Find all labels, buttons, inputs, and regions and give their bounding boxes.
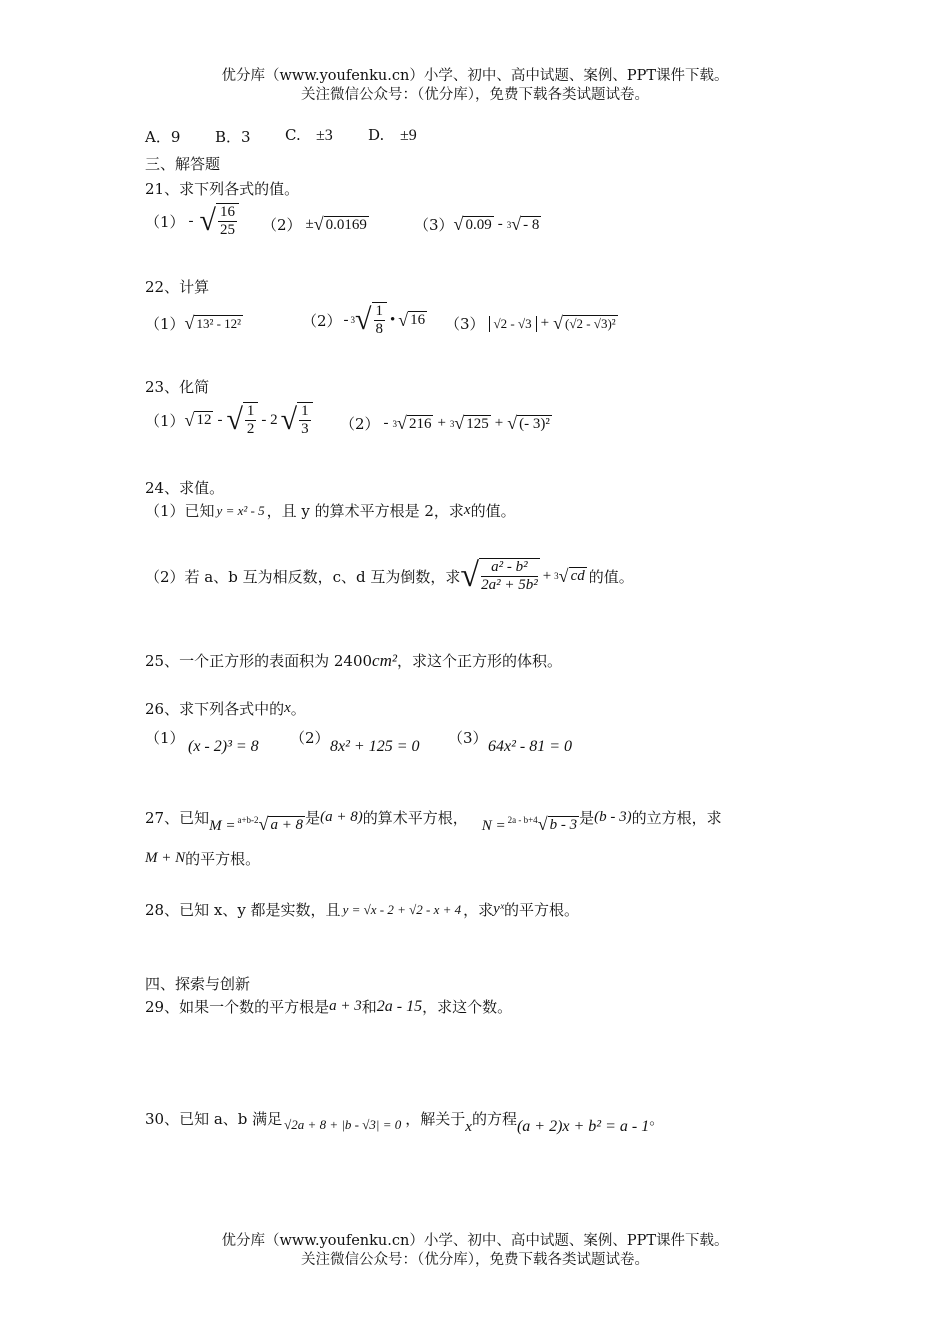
q22-p1-radicand: 13² - 12² xyxy=(196,316,242,331)
sqrt-icon: √ xyxy=(460,557,480,594)
q21-part3 xyxy=(414,214,541,235)
q23-p1-num2: 1 xyxy=(301,403,309,419)
q30 xyxy=(145,1100,664,1136)
cbrt-icon: √ xyxy=(511,214,522,234)
q24-p2-num: a² - b² xyxy=(481,559,538,577)
q21-p2-sign: ± xyxy=(305,216,314,232)
root-icon: √ xyxy=(258,814,269,834)
q21-part2 xyxy=(262,214,369,235)
q29-expr1: a + 3 xyxy=(329,998,362,1014)
q26-p3-equation: 64x² - 81 = 0 xyxy=(488,738,573,755)
q23-part1 xyxy=(145,402,313,438)
q27-m-radicand: a + 8 xyxy=(270,816,304,833)
q23-p2-plus: + xyxy=(437,415,446,431)
header-line-1: 优分库（www.youfenku.cn）小学、初中、高中试题、案例、PPT课件下载。 xyxy=(221,68,729,84)
q23-p2-index2: 3 xyxy=(449,418,455,429)
footer-line-2: 关注微信公众号：（优分库），免费下载各类试题试卷。 xyxy=(301,1252,649,1268)
q22-p2-label: （2） xyxy=(302,311,342,330)
q26-p2-label: （2） xyxy=(290,729,330,747)
q21-p1-fraction xyxy=(216,203,239,239)
q27-text-f: 的平方根。 xyxy=(185,850,261,868)
section-3-title: 三、解答题 xyxy=(145,155,221,173)
q28-equation: y = √x - 2 + √2 - x + 4 xyxy=(342,901,462,917)
q29-text-b: 和 xyxy=(361,998,377,1016)
q23-p2-rad1: 216 xyxy=(408,415,432,432)
q23-part2 xyxy=(340,413,552,434)
q26-p3-label: （3） xyxy=(448,729,488,747)
q23-title: 23、化简 xyxy=(145,378,210,396)
q30-x: x xyxy=(465,1118,472,1135)
q27-text-b: 是 xyxy=(305,809,321,827)
q25-text-b: ，求这个正方形的体积。 xyxy=(396,652,562,670)
q24-p2-index: 3 xyxy=(554,571,559,581)
q26-title xyxy=(145,698,306,719)
q30-equation: (a + 2)x + b² = a - 1 xyxy=(516,1118,650,1135)
q23-p2-index1: 3 xyxy=(392,418,398,429)
q27-m-index: a+b-2 xyxy=(237,814,259,825)
q23-p2-rad3: (- 3)² xyxy=(519,415,550,432)
q23-p2-rad2: 125 xyxy=(466,415,489,432)
q21-title: 21、求下列各式的值。 xyxy=(145,180,300,198)
q22-p2-index: 3 xyxy=(350,315,356,325)
q24-p2-text-b: 的值。 xyxy=(588,567,634,586)
q23-p1-den2: 3 xyxy=(301,421,309,437)
sqrt-icon: √ xyxy=(280,403,298,436)
q23-p1-rad: 12 xyxy=(196,412,212,428)
q27-n-index: 2a - b+4 xyxy=(507,814,538,825)
q26-title-b: 。 xyxy=(290,700,306,718)
q21-p2-label: （2） xyxy=(262,216,302,234)
q23-p1-den: 2 xyxy=(246,421,255,437)
q30-text-c: 的方程 xyxy=(471,1109,517,1128)
q27-m-base: (a + 8) xyxy=(320,809,363,825)
q22-part3 xyxy=(445,313,618,334)
q22-part2 xyxy=(302,302,427,338)
q22-p3-plus: + xyxy=(540,315,550,331)
q25-unit: cm² xyxy=(372,650,397,670)
q29-text-c: ，求这个数。 xyxy=(422,998,513,1016)
q24-part2 xyxy=(145,557,634,595)
sqrt-icon: √ xyxy=(453,214,464,234)
cbrt-icon: √ xyxy=(558,565,569,586)
q26-p2-equation: 8x² + 125 = 0 xyxy=(330,738,420,755)
q24-part1 xyxy=(145,500,516,521)
choice-b: B．3 xyxy=(215,128,251,146)
q27-m-eq: M = xyxy=(209,818,236,834)
sqrt-icon: √ xyxy=(199,204,217,237)
q21-p1-num: 16 xyxy=(220,204,236,220)
q24-p1-equation: y = x² - 5 xyxy=(216,502,265,518)
q21-p3-rad1: 0.09 xyxy=(465,216,492,233)
q24-p2-den: 2a² + 5b² xyxy=(481,577,538,593)
root-icon: √ xyxy=(537,814,548,834)
q21-part1 xyxy=(145,203,239,239)
sqrt-icon: √ xyxy=(553,313,564,333)
q24-p1-text-b: ，且 y 的算术平方根是 2，求 xyxy=(266,502,464,520)
sqrt-icon: √ xyxy=(507,413,518,433)
q27-line2 xyxy=(145,848,260,869)
q22-p2-sign: - xyxy=(343,311,349,328)
q21-p3-index: 3 xyxy=(506,219,512,230)
cbrt-icon: √ xyxy=(397,413,407,433)
q22-p3-radicand: (√2 - √3)² xyxy=(565,316,616,331)
q23-p2-sign: - xyxy=(383,415,389,431)
q24-p1-text-c: 的值。 xyxy=(470,502,516,520)
q23-p1-num: 1 xyxy=(246,403,255,419)
q23-p1-minus2: - 2 xyxy=(261,411,278,428)
q24-p2-radicand: cd xyxy=(570,568,585,584)
sqrt-icon: √ xyxy=(184,313,195,333)
q30-condition: √2a + 8 + |b - √3| = 0 xyxy=(284,1117,402,1132)
header-line-2: 关注微信公众号：（优分库），免费下载各类试题试卷。 xyxy=(301,87,649,103)
q22-title: 22、计算 xyxy=(145,278,210,296)
q22-p2-rad2: 16 xyxy=(410,312,426,328)
q27-text-a: 27、已知 xyxy=(145,809,210,827)
footer-line-1: 优分库（www.youfenku.cn）小学、初中、高中试题、案例、PPT课件下载。 xyxy=(221,1233,729,1249)
q22-p2-num: 1 xyxy=(375,303,384,319)
q21-p2-radicand: 0.0169 xyxy=(325,216,367,233)
q21-p1-label: （1） xyxy=(145,212,185,231)
section-4-title: 四、探索与创新 xyxy=(145,975,251,993)
q24-p1-x: x xyxy=(463,502,471,518)
q22-p3-label: （3） xyxy=(445,315,485,333)
q30-end: 。 xyxy=(649,1109,665,1128)
q25-text-a: 25、一个正方形的表面积为 2400 xyxy=(145,652,373,670)
q29 xyxy=(145,996,512,1017)
q22-p2-dot: • xyxy=(390,311,396,328)
q27-mn: M + N xyxy=(145,850,186,866)
q23-p1-fraction1 xyxy=(243,402,259,438)
q30-text-a: 30、已知 a、b 满足 xyxy=(145,1109,283,1128)
cbrt-icon: √ xyxy=(355,303,372,336)
q23-p1-minus: - xyxy=(217,411,223,428)
q23-p2-plus2: + xyxy=(494,415,504,431)
q28-text-c: 的平方根。 xyxy=(504,901,580,919)
choice-a: A．9 xyxy=(145,128,181,146)
q27-n-base: (b - 3) xyxy=(594,809,632,825)
choice-c-value: ±3 xyxy=(316,127,333,144)
q21-p1-sign: - xyxy=(188,212,194,229)
q21-p1-den: 25 xyxy=(220,222,236,238)
sqrt-icon: √ xyxy=(313,214,324,234)
q23-p1-label: （1） xyxy=(145,411,185,430)
q22-p2-den: 8 xyxy=(375,321,384,337)
choice-d-label: D. xyxy=(368,126,385,144)
q24-p2-plus: + xyxy=(542,567,552,584)
choice-d-value: ±9 xyxy=(400,127,417,144)
q26-p1-label: （1） xyxy=(145,729,185,747)
cbrt-icon: √ xyxy=(454,413,465,433)
q22-part1 xyxy=(145,313,243,334)
q26-title-x: x xyxy=(284,700,291,716)
q24-p2-fraction xyxy=(479,558,540,594)
q27-text-c: 的算术平方根， xyxy=(362,809,468,827)
q25 xyxy=(145,650,562,671)
q29-text-a: 29、如果一个数的平方根是 xyxy=(145,998,330,1016)
q29-expr2: 2a - 15 xyxy=(376,997,423,1015)
q22-p1-label: （1） xyxy=(145,315,185,333)
sqrt-icon: √ xyxy=(226,403,243,436)
sqrt-icon: √ xyxy=(398,309,409,330)
q21-p3-rad2: - 8 xyxy=(523,216,540,233)
q27-line1 xyxy=(145,800,722,835)
q28 xyxy=(145,899,579,920)
q23-p1-fraction2 xyxy=(297,402,313,438)
q24-p1-text-a: （1）已知 xyxy=(145,502,215,520)
q30-text-b: ，解关于 xyxy=(405,1109,466,1128)
q28-yx: yˣ xyxy=(493,901,505,917)
q24-title: 24、求值。 xyxy=(145,479,225,497)
q26-p1-equation: (x - 2)³ = 8 xyxy=(188,738,259,755)
choice-c-label: C. xyxy=(285,126,301,144)
q27-n-eq: N = xyxy=(481,818,506,834)
q24-p2-text-a: （2）若 a、b 互为相反数，c、d 互为倒数，求 xyxy=(145,567,461,586)
q28-text-a: 28、已知 x、y 都是实数，且 xyxy=(145,901,341,919)
q27-n-radicand: b - 3 xyxy=(549,816,578,833)
q22-p2-fraction xyxy=(372,302,388,338)
sqrt-icon: √ xyxy=(184,409,195,430)
q21-p3-minus: - xyxy=(497,216,503,232)
q27-text-e: 的立方根，求 xyxy=(631,809,722,827)
q21-p3-label: （3） xyxy=(414,216,454,234)
q26-title-a: 26、求下列各式中的 xyxy=(145,700,285,718)
q28-text-b: ，求 xyxy=(463,901,494,919)
q27-text-d: 是 xyxy=(579,809,595,827)
q23-p2-label: （2） xyxy=(340,415,380,433)
q22-p3-abs: √2 - √3 xyxy=(489,316,537,332)
